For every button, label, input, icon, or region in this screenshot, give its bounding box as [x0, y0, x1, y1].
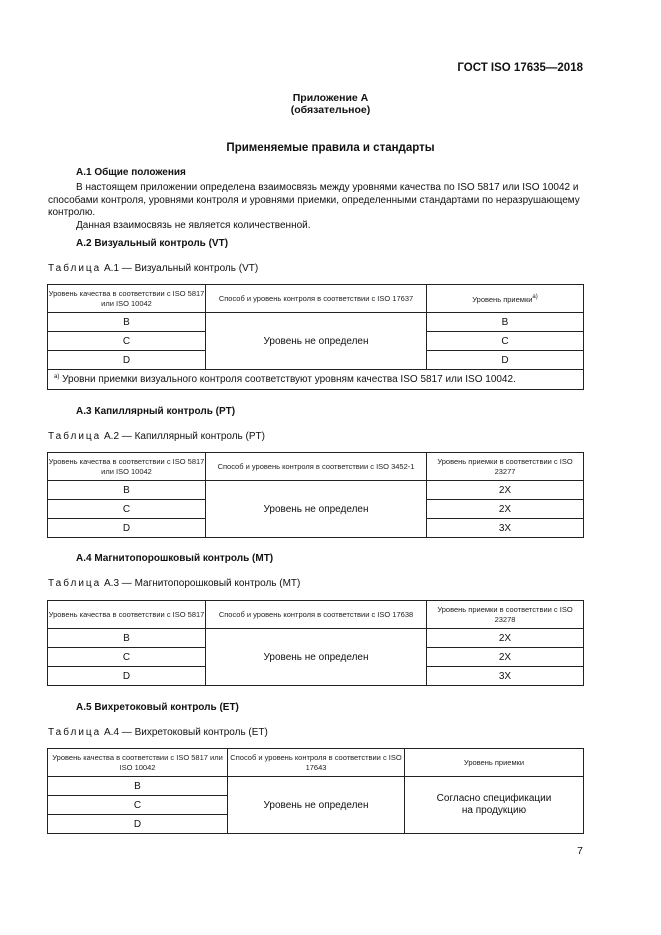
acceptance-cell: D: [427, 351, 584, 370]
appendix-subtitle: (обязательное): [290, 104, 371, 116]
header-acceptance: Уровень приемки: [405, 749, 584, 777]
quality-cell: C: [48, 796, 228, 815]
quality-cell: B: [48, 629, 206, 648]
acceptance-cell: Согласно спецификации на продукцию: [405, 777, 584, 834]
quality-cell: C: [48, 500, 206, 519]
acceptance-cell: B: [427, 313, 584, 332]
caption-text: А.4 — Вихретоковый контроль (ET): [101, 727, 268, 738]
method-cell: Уровень не определен: [228, 777, 405, 834]
section-heading-a3: А.3 Капиллярный контроль (PT): [76, 406, 236, 417]
header-acceptance: Уровень приемки в соответствии с ISO 23278: [427, 601, 584, 629]
appendix-title: Приложение А: [292, 92, 369, 104]
quality-cell: B: [48, 481, 206, 500]
section-a1-paragraph-1: В настоящем приложении определена взаимосвязь между уровнями качества по ISO 5817 или ISO 10042 и способами контроля, уровнями контроля и уровнями приемки, определенными стандартами по неразрушающему контролю.: [48, 182, 580, 218]
table-caption-a3: [48, 578, 300, 589]
table-caption-a4: [48, 727, 268, 738]
table-a3: [47, 600, 584, 686]
quality-cell: B: [48, 313, 206, 332]
table-a1: [47, 284, 584, 390]
acceptance-cell: 2X: [427, 648, 584, 667]
footnote-marker: а): [532, 294, 538, 300]
table-footnote: [48, 370, 584, 390]
caption-text: А.2 — Капиллярный контроль (PT): [101, 431, 265, 442]
header-quality-level: Уровень качества в соответствии с ISO 5817 или ISO 10042: [48, 453, 206, 481]
table-a4: [47, 748, 584, 834]
acceptance-cell: 2X: [427, 629, 584, 648]
footnote-mark: а): [54, 374, 60, 380]
header-quality-level: Уровень качества в соответствии с ISO 5817 или ISO 10042: [48, 749, 228, 777]
page-title: Применяемые правила и стандарты: [226, 142, 435, 154]
caption-word: Таблица: [48, 727, 102, 738]
caption-text: А.3 — Магнитопорошковый контроль (MT): [101, 578, 301, 589]
header-acceptance-text: Уровень приемки: [472, 295, 533, 304]
caption-text: А.1 — Визуальный контроль (VT): [101, 263, 259, 274]
method-cell: Уровень не определен: [206, 629, 427, 686]
section-heading-a4: А.4 Магнитопорошковый контроль (MT): [76, 553, 274, 564]
quality-cell: C: [48, 332, 206, 351]
header-method: Способ и уровень контроля в соответствии с ISO 17637: [206, 285, 427, 313]
acceptance-cell: 2X: [427, 500, 584, 519]
quality-cell: D: [48, 519, 206, 538]
section-heading-a1: А.1 Общие положения: [76, 167, 186, 178]
header-method: Способ и уровень контроля в соответствии с ISO 17638: [206, 601, 427, 629]
header-quality-level: Уровень качества в соответствии с ISO 5817: [48, 601, 206, 629]
section-a1-text: [48, 182, 593, 232]
quality-cell: D: [48, 351, 206, 370]
acceptance-cell: 3X: [427, 667, 584, 686]
table-a2: [47, 452, 584, 538]
acceptance-cell: C: [427, 332, 584, 351]
table-caption-a2: [48, 431, 265, 442]
header-method: Способ и уровень контроля в соответствии с ISO 3452-1: [206, 453, 427, 481]
standard-designation: ГОСТ ISO 17635—2018: [457, 62, 583, 74]
method-cell: Уровень не определен: [206, 481, 427, 538]
method-cell: Уровень не определен: [206, 313, 427, 370]
caption-word: Таблица: [48, 578, 102, 589]
quality-cell: B: [48, 777, 228, 796]
section-a1-paragraph-2: Данная взаимосвязь не является количественной.: [76, 219, 311, 231]
quality-cell: C: [48, 648, 206, 667]
header-acceptance: [427, 285, 584, 313]
header-method: Способ и уровень контроля в соответствии с ISO 17643: [228, 749, 405, 777]
header-acceptance: Уровень приемки в соответствии с ISO 23277: [427, 453, 584, 481]
caption-word: Таблица: [48, 263, 102, 274]
page-number: 7: [577, 845, 583, 857]
caption-word: Таблица: [48, 431, 102, 442]
header-quality-level: Уровень качества в соответствии с ISO 5817 или ISO 10042: [48, 285, 206, 313]
section-heading-a2: А.2 Визуальный контроль (VT): [76, 238, 229, 249]
footnote-text: Уровни приемки визуального контроля соответствуют уровням качества ISO 5817 или ISO 10042.: [59, 374, 516, 385]
acceptance-cell: 2X: [427, 481, 584, 500]
quality-cell: D: [48, 667, 206, 686]
section-heading-a5: А.5 Вихретоковый контроль (ET): [76, 702, 239, 713]
table-caption-a1: [48, 263, 258, 274]
acceptance-cell: 3X: [427, 519, 584, 538]
quality-cell: D: [48, 815, 228, 834]
